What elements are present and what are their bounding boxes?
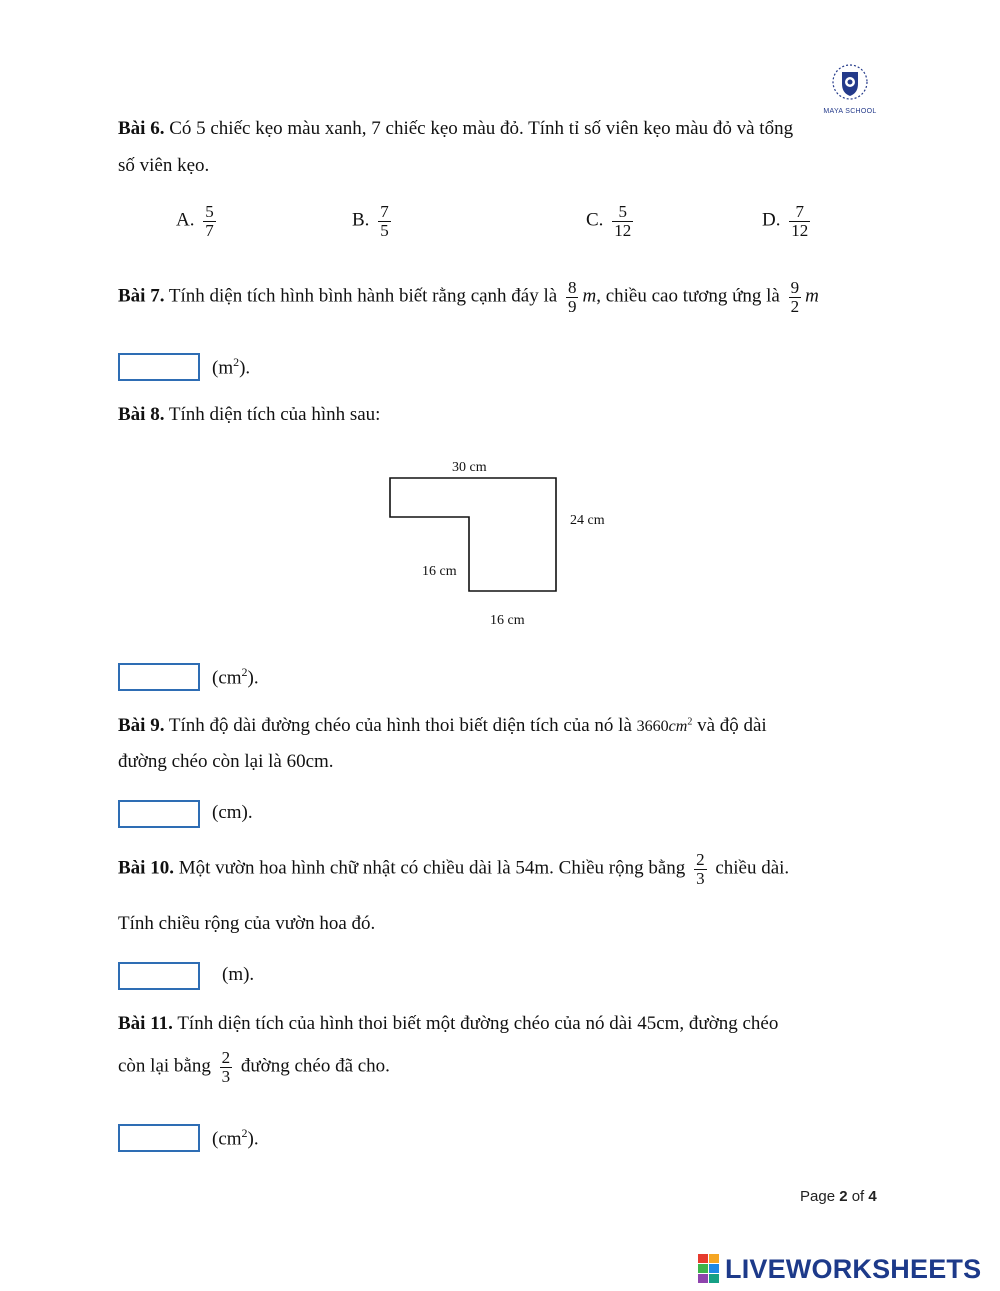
bai11-fraction: $\frac{2}{3}$ bbox=[221, 1048, 231, 1086]
liveworksheets-brand[interactable] bbox=[698, 1252, 981, 1286]
bai6-option-d[interactable] bbox=[762, 203, 814, 240]
school-logo bbox=[822, 62, 878, 115]
bai8-label: Bài 8. bbox=[118, 404, 165, 425]
bai8-answer-input[interactable] bbox=[118, 663, 200, 691]
bai8-question bbox=[118, 404, 380, 426]
bai9-question bbox=[118, 715, 767, 737]
liveworksheets-logo-icon bbox=[698, 1254, 720, 1284]
bai6-label: Bài 6. bbox=[118, 118, 165, 139]
bai7-unit-2: m bbox=[805, 285, 819, 307]
bai6-option-c[interactable] bbox=[586, 203, 637, 240]
bai11-question-line2 bbox=[118, 1049, 390, 1086]
bai9-label: Bài 9. bbox=[118, 715, 165, 736]
option-fraction: $\frac{7}{12}$ bbox=[791, 202, 809, 240]
bai7-text-a: Tính diện tích hình bình hành biết rằng cạnh đáy là bbox=[164, 285, 558, 307]
bai7-question bbox=[118, 279, 819, 316]
bai7-unit-1: m bbox=[582, 285, 597, 307]
option-letter: D. bbox=[762, 209, 781, 231]
bai10-label: Bài 10. bbox=[118, 857, 174, 879]
bai10-text-line2: Tính chiều rộng của vườn hoa đó. bbox=[118, 913, 376, 934]
bai9-area: $3660cm^2$ bbox=[636, 716, 693, 735]
option-letter: A. bbox=[176, 209, 195, 231]
bai6-option-a[interactable] bbox=[176, 203, 220, 240]
logo-caption: MAYA SCHOOL bbox=[823, 108, 877, 115]
option-fraction: $\frac{5}{12}$ bbox=[614, 202, 632, 240]
figure-label-bottom: 16 cm bbox=[490, 613, 525, 628]
bai11-text-a: còn lại bằng bbox=[118, 1055, 211, 1077]
option-fraction: $\frac{5}{7}$ bbox=[205, 202, 214, 240]
bai7-fraction-1: $\frac{8}{9}$ bbox=[567, 278, 577, 316]
bai10-fraction: $\frac{2}{3}$ bbox=[696, 850, 705, 888]
bai7-label: Bài 7. bbox=[118, 285, 165, 307]
bai9-answer-unit: (cm). bbox=[212, 802, 253, 823]
bai11-answer-unit: $(cm^2)$. bbox=[212, 1126, 259, 1150]
bai9-text-line2: đường chéo còn lại là 60cm. bbox=[118, 751, 334, 772]
figure-label-top: 30 cm bbox=[452, 460, 487, 475]
bai11-text-b: đường chéo đã cho. bbox=[236, 1055, 390, 1077]
option-letter: C. bbox=[586, 209, 604, 231]
bai11-answer-input[interactable] bbox=[118, 1124, 200, 1152]
bai8-figure bbox=[380, 452, 630, 632]
brand-text: LIVEWORKSHEETS bbox=[725, 1253, 982, 1284]
bai6-option-b[interactable] bbox=[352, 203, 395, 240]
bai10-answer-input[interactable] bbox=[118, 962, 200, 990]
bai6-text-line1: Có 5 chiếc kẹo màu xanh, 7 chiếc kẹo màu đỏ. Tính tỉ số viên kẹo màu đỏ và tổng bbox=[164, 118, 794, 139]
figure-label-right: 24 cm bbox=[570, 513, 605, 528]
bai7-answer-unit: $(m^2)$. bbox=[212, 355, 251, 379]
bai7-answer-input[interactable] bbox=[118, 353, 200, 381]
bai8-text: Tính diện tích của hình sau: bbox=[164, 404, 381, 425]
option-letter: B. bbox=[352, 209, 370, 231]
bai10-question bbox=[118, 851, 789, 888]
bai11-label: Bài 11. bbox=[118, 1013, 173, 1034]
bai11-text-line1: Tính diện tích của hình thoi biết một đường chéo của nó dài 45cm, đường chéo bbox=[172, 1013, 779, 1034]
bai7-text-b: , chiều cao tương ứng là bbox=[596, 285, 780, 307]
bai8-answer-unit: $(cm^2)$. bbox=[212, 665, 259, 689]
bai9-answer-input[interactable] bbox=[118, 800, 200, 828]
bai6-text-line2: số viên kẹo. bbox=[118, 155, 210, 176]
bai10-text-b: chiều dài. bbox=[710, 857, 790, 879]
l-shape-outline bbox=[390, 478, 556, 591]
bai10-answer-unit: (m). bbox=[222, 964, 255, 985]
bai10-text-a: Một vườn hoa hình chữ nhật có chiều dài là 54m. Chiều rộng bằng bbox=[173, 857, 686, 879]
option-fraction: $\frac{7}{5}$ bbox=[380, 202, 389, 240]
page-number: Page 2 of 4 bbox=[800, 1188, 877, 1205]
bai7-fraction-2: $\frac{9}{2}$ bbox=[790, 278, 800, 316]
shield-emblem-icon bbox=[830, 62, 870, 102]
bai9-text-a: Tính độ dài đường chéo của hình thoi biết diện tích của nó là bbox=[164, 715, 637, 736]
bai6-question bbox=[118, 118, 793, 140]
figure-label-inner: 16 cm bbox=[422, 564, 457, 579]
bai9-text-b: và độ dài bbox=[692, 715, 767, 736]
bai11-question bbox=[118, 1013, 778, 1035]
